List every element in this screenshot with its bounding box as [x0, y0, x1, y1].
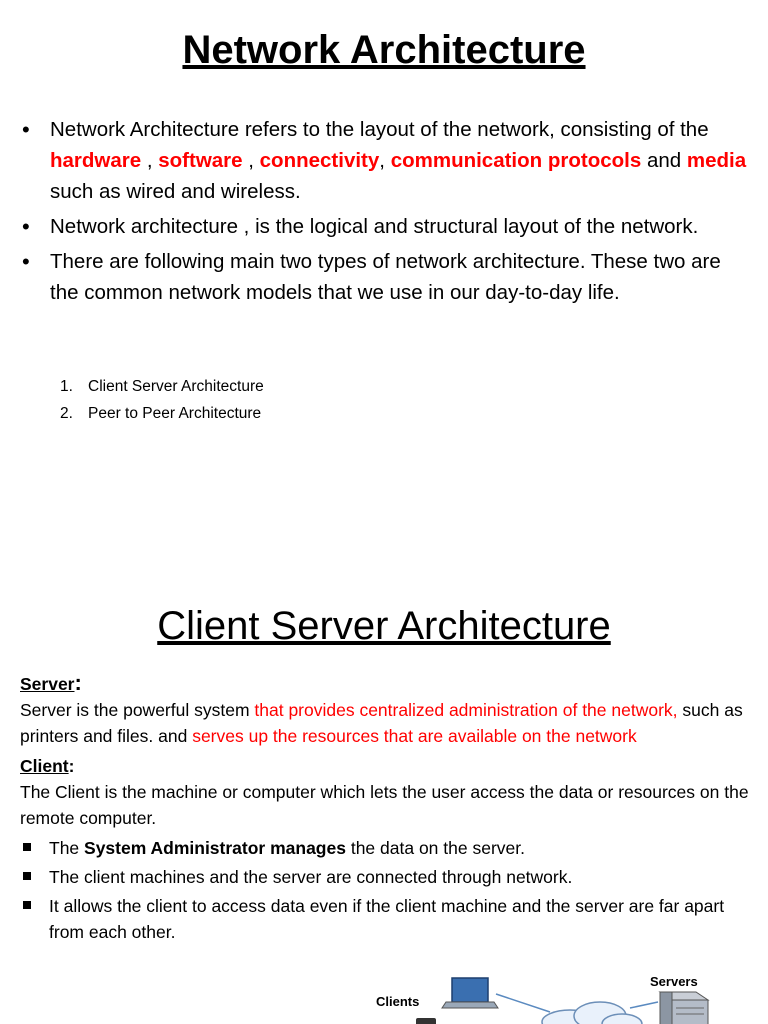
client-paragraph: The Client is the machine or computer which lets the user access the data or resources on the remote computer.	[20, 782, 749, 828]
separator: ,	[141, 149, 159, 172]
slide-body	[20, 670, 750, 948]
slide-client-server	[0, 560, 768, 1024]
bullet-item: • Network architecture , is the logical and structural layout of the network.	[22, 211, 752, 242]
bold-text: System Administrator manages	[84, 838, 346, 858]
list-item: The client machines and the server are connected through network.	[20, 864, 750, 890]
highlight-text: serves up the resources that are available on the network	[192, 726, 637, 746]
list-item	[60, 400, 264, 427]
keyword-protocols: communication protocols	[390, 149, 642, 172]
paragraph-text: such as printers and files. and	[20, 700, 743, 746]
list-text: The	[49, 838, 85, 858]
server-icon	[660, 992, 708, 1024]
laptop-icon	[442, 978, 498, 1008]
list-number: 1.	[60, 378, 73, 395]
servers-label: Servers	[650, 974, 698, 989]
list-text: Peer to Peer Architecture	[88, 405, 262, 422]
list-item	[20, 835, 750, 861]
phone-icon	[416, 1018, 436, 1024]
slide-title: Network Architecture	[182, 28, 586, 72]
cloud-icon	[542, 1002, 642, 1024]
bullet-text: Network Architecture refers to the layout of the network, consisting of the	[50, 118, 709, 141]
list-item	[60, 373, 264, 400]
keyword-media: media	[686, 149, 747, 172]
keyword-connectivity: connectivity	[259, 149, 380, 172]
clients-label: Clients	[376, 994, 420, 1009]
list-text: Client Server Architecture	[88, 378, 264, 395]
bullet-text: such as wired and wireless.	[50, 180, 301, 203]
server-heading: Server	[20, 674, 75, 694]
list-item: It allows the client to access data even if the client machine and the server are far apart from each other.	[20, 893, 750, 945]
bullet-item: • There are following main two types of network architecture. These two are the common network models that we use in our day-to-day life.	[22, 246, 752, 308]
list-number: 2.	[60, 405, 73, 422]
paragraph-text: Server is the powerful system	[20, 700, 255, 720]
bullet-list	[22, 114, 752, 312]
client-heading-line	[20, 753, 750, 779]
network-diagram	[360, 962, 760, 1024]
heading-colon: :	[68, 756, 75, 776]
diagram-graphics	[360, 962, 760, 1024]
heading-colon: :	[74, 670, 82, 695]
square-bullet-list	[20, 835, 750, 945]
keyword-hardware: hardware	[50, 149, 142, 172]
separator: ,	[379, 149, 391, 172]
client-heading: Client	[20, 756, 69, 776]
separator: and	[641, 149, 687, 172]
list-text: the data on the server.	[345, 838, 525, 858]
keyword-software: software	[158, 149, 243, 172]
server-paragraph	[20, 697, 750, 749]
numbered-list	[60, 373, 264, 427]
server-heading-line	[20, 670, 750, 697]
bullet-item	[22, 114, 752, 207]
separator: ,	[242, 149, 260, 172]
slide-title: Client Server Architecture	[157, 604, 611, 648]
highlight-text: that provides centralized administration of the network,	[254, 700, 678, 720]
